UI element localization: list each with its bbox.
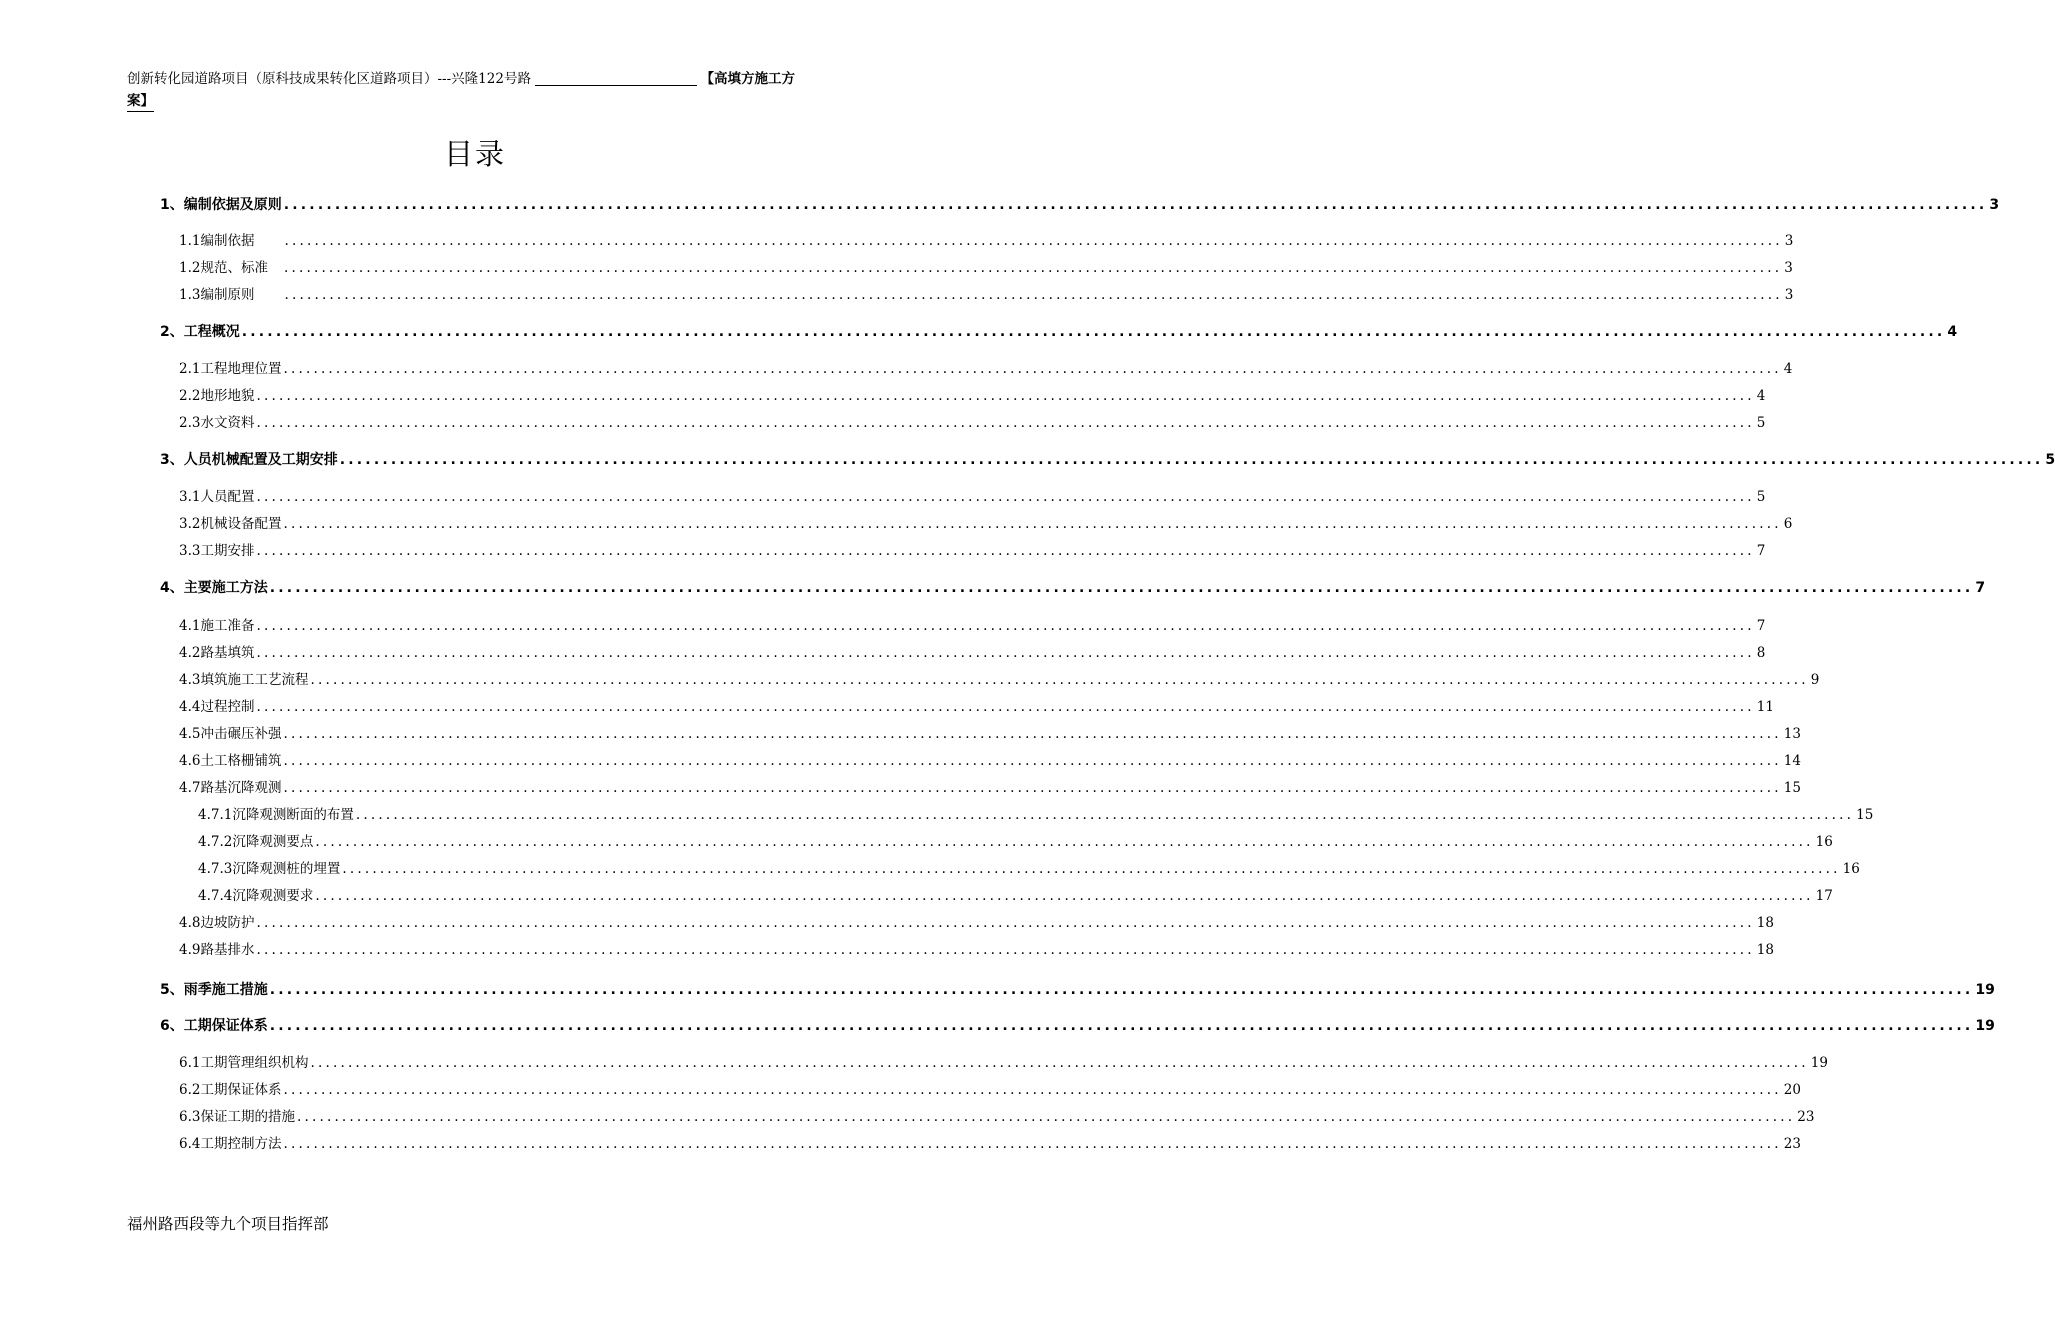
toc-page-number: 17: [1815, 888, 1833, 904]
toc-page-number: 4: [1783, 361, 1793, 377]
toc-entry-title: 4.4过程控制: [179, 699, 255, 715]
toc-leader-dots: ........................................................................................................................................................................................................: [256, 645, 1755, 661]
toc-page-number: 19: [1975, 982, 1995, 998]
toc-leader-dots: ........................................................................................................................................................................................................: [241, 324, 1946, 340]
toc-entry-title: 1.3编制原则: [179, 287, 255, 303]
toc-leader-dots: ........................................................................................................................................................................................................: [355, 807, 1855, 823]
toc-leader-dots: ........................................................................................................................................................................................................: [256, 942, 1755, 958]
toc-page-number: 7: [1756, 618, 1766, 634]
toc-entry[interactable]: [179, 358, 1793, 380]
toc-page-number: 19: [1975, 1018, 1995, 1034]
toc-entry[interactable]: [160, 449, 2055, 471]
toc-leader-dots: ........................................................................................................................................................................................................: [310, 672, 1809, 688]
toc-entry[interactable]: [179, 486, 1766, 508]
header-doc-type-continued: 案】: [127, 91, 154, 112]
toc-entry-title: 4.6土工格栅铺筑: [179, 753, 282, 769]
toc-leader-dots: ........................................................................................................................................................................................................: [256, 618, 1755, 634]
toc-entry[interactable]: [179, 696, 1774, 718]
toc-entry-title: 4.7.1沉降观测断面的布置: [198, 807, 354, 823]
toc-leader-dots: ........................................................................................................................................................................................................: [283, 516, 1782, 532]
toc-entry-title: 1.2规范、标准: [179, 260, 268, 276]
toc-leader-dots: ........................................................................................................................................................................................................: [256, 388, 1755, 404]
toc-entry[interactable]: [198, 831, 1833, 853]
toc-entry-title: 4.7.3沉降观测桩的埋置: [198, 861, 341, 877]
toc-page-number: 19: [1810, 1055, 1828, 1071]
toc-entry-title: 2.2地形地貌: [179, 388, 255, 404]
toc-leader-dots: ........................................................................................................................................................................................................: [342, 861, 1841, 877]
toc-leader-dots: ........................................................................................................................................................................................................: [269, 982, 1974, 998]
toc-entry[interactable]: [160, 194, 2000, 216]
toc-page-number: 7: [1975, 580, 1986, 596]
toc-entry-title: 4.9路基排水: [179, 942, 255, 958]
header-project-name: 创新转化园道路项目（原科技成果转化区道路项目）---兴隆122号路: [127, 71, 531, 87]
header-doc-type: 【高填方施工方: [700, 71, 795, 87]
toc-title: 目录: [443, 137, 506, 171]
toc-entry-title: 5、雨季施工措施: [160, 982, 268, 998]
toc-leader-dots: ........................................................................................................................................................................................................: [256, 915, 1755, 931]
toc-entry[interactable]: [179, 912, 1774, 934]
toc-entry-title: 1.1编制依据: [179, 233, 255, 249]
toc-page-number: 8: [1756, 645, 1766, 661]
toc-entry-title: 4.2路基填筑: [179, 645, 255, 661]
toc-page-number: 4: [1947, 324, 1958, 340]
toc-entry-title: 3.2机械设备配置: [179, 516, 282, 532]
toc-leader-dots: ........................................................................................................................................................................................................: [283, 260, 1783, 276]
toc-entry-title: 4.8边坡防护: [179, 915, 255, 931]
toc-entry[interactable]: [179, 540, 1766, 562]
toc-entry-title: 3、人员机械配置及工期安排: [160, 452, 338, 468]
toc-leader-dots: ........................................................................................................................................................................................................: [269, 1018, 1974, 1034]
toc-entry[interactable]: [160, 979, 1995, 1001]
toc-entry[interactable]: [179, 1079, 1801, 1101]
toc-leader-dots: ........................................................................................................................................................................................................: [315, 888, 1814, 904]
toc-entry[interactable]: [179, 230, 1794, 252]
toc-leader-dots: ........................................................................................................................................................................................................: [283, 726, 1782, 742]
toc-page-number: 6: [1783, 516, 1793, 532]
toc-page-number: 9: [1810, 672, 1820, 688]
toc-page-number: 3: [1784, 233, 1794, 249]
toc-entry[interactable]: [179, 669, 1820, 691]
toc-page-number: 5: [2045, 452, 2055, 468]
toc-page-number: 18: [1756, 915, 1774, 931]
toc-page-number: 3: [1784, 287, 1794, 303]
toc-entry[interactable]: [179, 642, 1766, 664]
toc-entry-title: 2.3水文资料: [179, 415, 255, 431]
toc-page-number: 20: [1783, 1082, 1801, 1098]
toc-entry[interactable]: [160, 577, 1986, 599]
toc-entry-title: 6.4工期控制方法: [179, 1136, 282, 1152]
toc-entry-title: 6、工期保证体系: [160, 1018, 268, 1034]
toc-leader-dots: ........................................................................................................................................................................................................: [256, 543, 1755, 559]
toc-leader-dots: ........................................................................................................................................................................................................: [256, 699, 1755, 715]
toc-page-number: 3: [1989, 197, 2000, 213]
toc-entry[interactable]: [179, 284, 1794, 306]
toc-entry[interactable]: [198, 858, 1860, 880]
page-footer: 福州路西段等九个项目指挥部: [127, 1215, 329, 1233]
toc-entry-title: 4.5冲击碾压补强: [179, 726, 282, 742]
toc-page-number: 7: [1756, 543, 1766, 559]
toc-leader-dots: ........................................................................................................................................................................................................: [315, 834, 1814, 850]
toc-entry[interactable]: [179, 777, 1801, 799]
toc-page-number: 5: [1756, 415, 1766, 431]
toc-page-number: 18: [1756, 942, 1774, 958]
toc-leader-dots: ........................................................................................................................................................................................................: [283, 1082, 1782, 1098]
toc-entry[interactable]: [179, 615, 1766, 637]
toc-leader-dots: ........................................................................................................................................................................................................: [284, 233, 1783, 249]
toc-leader-dots: ........................................................................................................................................................................................................: [310, 1055, 1809, 1071]
toc-leader-dots: ........................................................................................................................................................................................................: [296, 1109, 1796, 1125]
toc-entry[interactable]: [179, 939, 1774, 961]
toc-entry-title: 2.1工程地理位置: [179, 361, 282, 377]
toc-entry-title: 3.3工期安排: [179, 543, 255, 559]
toc-entry-title: 6.2工期保证体系: [179, 1082, 282, 1098]
toc-entry[interactable]: [179, 1133, 1801, 1155]
toc-entry[interactable]: [160, 321, 1958, 343]
toc-leader-dots: ........................................................................................................................................................................................................: [283, 1136, 1782, 1152]
toc-entry[interactable]: [179, 412, 1766, 434]
toc-page-number: 16: [1815, 834, 1833, 850]
toc-page-number: 23: [1783, 1136, 1801, 1152]
toc-page-number: 13: [1783, 726, 1801, 742]
toc-page-number: 4: [1756, 388, 1766, 404]
toc-page-number: 15: [1856, 807, 1874, 823]
toc-page-number: 14: [1783, 753, 1801, 769]
toc-entry-title: 4.7路基沉降观测: [179, 780, 282, 796]
toc-leader-dots: ........................................................................................................................................................................................................: [284, 287, 1783, 303]
toc-leader-dots: ........................................................................................................................................................................................................: [269, 580, 1974, 596]
toc-entry[interactable]: [160, 1015, 1995, 1037]
toc-entry[interactable]: [198, 885, 1833, 907]
toc-entry-title: 6.1工期管理组织机构: [179, 1055, 309, 1071]
toc-entry[interactable]: [179, 750, 1801, 772]
toc-leader-dots: ........................................................................................................................................................................................................: [283, 780, 1782, 796]
toc-entry-title: 6.3保证工期的措施: [179, 1109, 295, 1125]
toc-entry-title: 4.3填筑施工工艺流程: [179, 672, 309, 688]
toc-entry-title: 1、编制依据及原则: [160, 197, 282, 213]
toc-leader-dots: ........................................................................................................................................................................................................: [339, 452, 2044, 468]
toc-leader-dots: ........................................................................................................................................................................................................: [256, 415, 1755, 431]
toc-entry[interactable]: [179, 723, 1801, 745]
toc-leader-dots: ........................................................................................................................................................................................................: [283, 753, 1782, 769]
toc-page-number: 5: [1756, 489, 1766, 505]
toc-entry-title: 4.1施工准备: [179, 618, 255, 634]
toc-entry-title: 2、工程概况: [160, 324, 240, 340]
toc-page-number: 23: [1797, 1109, 1815, 1125]
toc-page-number: 3: [1784, 260, 1793, 276]
toc-entry[interactable]: [179, 1106, 1815, 1128]
toc-page-number: 16: [1842, 861, 1860, 877]
toc-entry[interactable]: [179, 257, 1793, 279]
toc-entry[interactable]: [179, 385, 1766, 407]
toc-leader-dots: ........................................................................................................................................................................................................: [283, 361, 1782, 377]
toc-entry[interactable]: [179, 1052, 1828, 1074]
toc-page-number: 11: [1756, 699, 1774, 715]
toc-entry[interactable]: [179, 513, 1793, 535]
toc-page-number: 15: [1783, 780, 1801, 796]
toc-entry-title: 4、主要施工方法: [160, 580, 268, 596]
toc-entry-title: 4.7.4沉降观测要求: [198, 888, 314, 904]
toc-entry-title: 3.1人员配置: [179, 489, 255, 505]
toc-entry-title: 4.7.2沉降观测要点: [198, 834, 314, 850]
toc-leader-dots: ........................................................................................................................................................................................................: [256, 489, 1755, 505]
toc-entry[interactable]: [198, 804, 1874, 826]
toc-leader-dots: ........................................................................................................................................................................................................: [283, 197, 1988, 213]
